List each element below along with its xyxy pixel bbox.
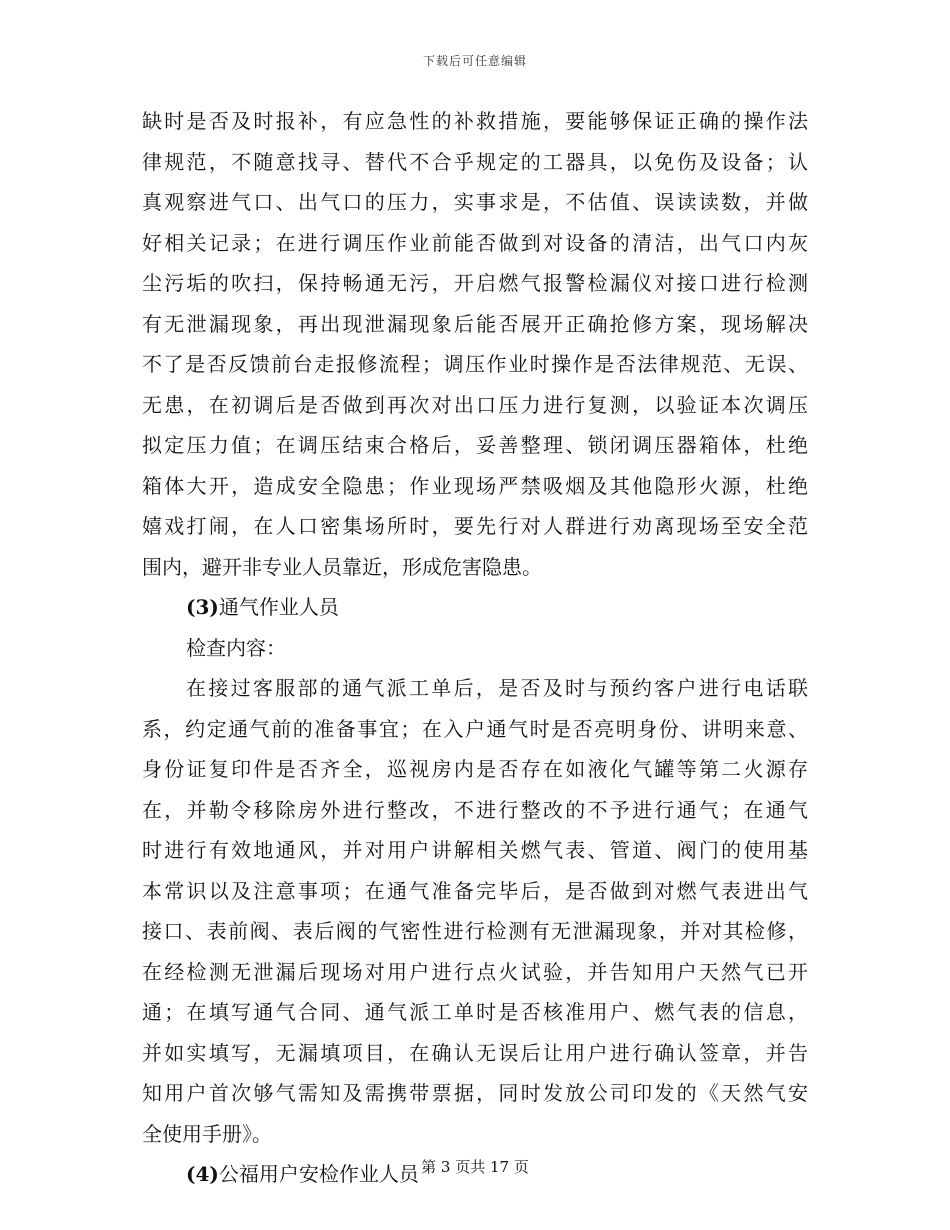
- text-line: 时进行有效地通风，并对用户讲解相关燃气表、管道、阀门的使用基: [142, 838, 808, 862]
- text-line: 不了是否反馈前台走报修流程；调压作业时操作是否法律规范、无误、: [142, 352, 808, 376]
- text-line: 全使用手册》。: [142, 1121, 272, 1146]
- text-line: 系，约定通气前的准备事宜；在入户通气时是否亮明身份、讲明来意、: [142, 716, 808, 741]
- text-line: 无患，在初调后是否做到再次对出口压力进行复测，以验证本次调压: [142, 392, 808, 417]
- section-number: (4): [186, 1162, 219, 1186]
- section-title: 公福用户安检作业人员: [218, 1162, 419, 1186]
- text-line: 缺时是否及时报补，有应急性的补救措施，要能够保证正确的操作法: [142, 109, 808, 133]
- text-line: 好相关记录；在进行调压作业前能否做到对设备的清洁，出气口内灰: [142, 230, 808, 255]
- text-line: 律规范，不随意找寻、替代不合乎规定的工器具，以免伤及设备；认: [142, 149, 808, 174]
- text-line: 身份证复印件是否齐全，巡视房内是否存在如液化气罐等第二火源存: [142, 757, 808, 781]
- section-number: (3): [186, 595, 219, 619]
- text-line: 知用户首次够气需知及需携带票据，同时发放公司印发的《天然气安: [142, 1081, 808, 1105]
- text-line: 在，并勒令移除房外进行整改，不进行整改的不予进行通气；在通气: [142, 797, 808, 822]
- page-header: 下载后可任意编辑: [422, 54, 527, 68]
- section-title: 通气作业人员: [218, 595, 339, 619]
- text-line: 拟定压力值；在调压结束合格后，妥善整理、锁闭调压器箱体，杜绝: [142, 433, 808, 457]
- section-heading-3: [142, 587, 808, 628]
- text-line: 嬉戏打闹，在人口密集场所时，要先行对人群进行劝离现场至安全范: [142, 514, 808, 538]
- text-line: 箱体大开，造成安全隐患；作业现场严禁吸烟及其他隐形火源，杜绝: [142, 473, 808, 498]
- text-line: 在经检测无泄漏后现场对用户进行点火试验，并告知用户天然气已开: [142, 959, 808, 984]
- paragraph-1: [142, 101, 808, 587]
- text-line: 通；在填写通气合同、通气派工单时是否核准用户、燃气表的信息，: [142, 1000, 808, 1024]
- text-line: 围内，避开非专业人员靠近，形成危害隐患。: [142, 554, 542, 579]
- document-body: [142, 101, 808, 1195]
- text-line: 尘污垢的吹扫，保持畅通无污，开启燃气报警检漏仪对接口进行检测: [142, 271, 808, 295]
- text-line: 本常识以及注意事项；在通气准备完毕后，是否做到对燃气表进出气: [142, 878, 808, 903]
- page-footer: 第 3 页共 17 页: [421, 1158, 529, 1176]
- paragraph-2: [142, 668, 808, 1154]
- text-line: 真观察进气口、出气口的压力，实事求是，不估值、误读读数，并做: [142, 190, 808, 214]
- text-line: 接口、表前阀、表后阀的气密性进行检测有无泄漏现象，并对其检修，: [142, 919, 808, 943]
- text-line: 并如实填写，无漏填项目，在确认无误后让用户进行确认签章，并告: [142, 1040, 808, 1065]
- text-line: 在接过客服部的通气派工单后，是否及时与预约客户进行电话联: [186, 676, 808, 700]
- check-content-label: 检查内容：: [186, 635, 286, 660]
- text-line: 有无泄漏现象，再出现泄漏现象后能否展开正确抢修方案，现场解决: [142, 311, 808, 336]
